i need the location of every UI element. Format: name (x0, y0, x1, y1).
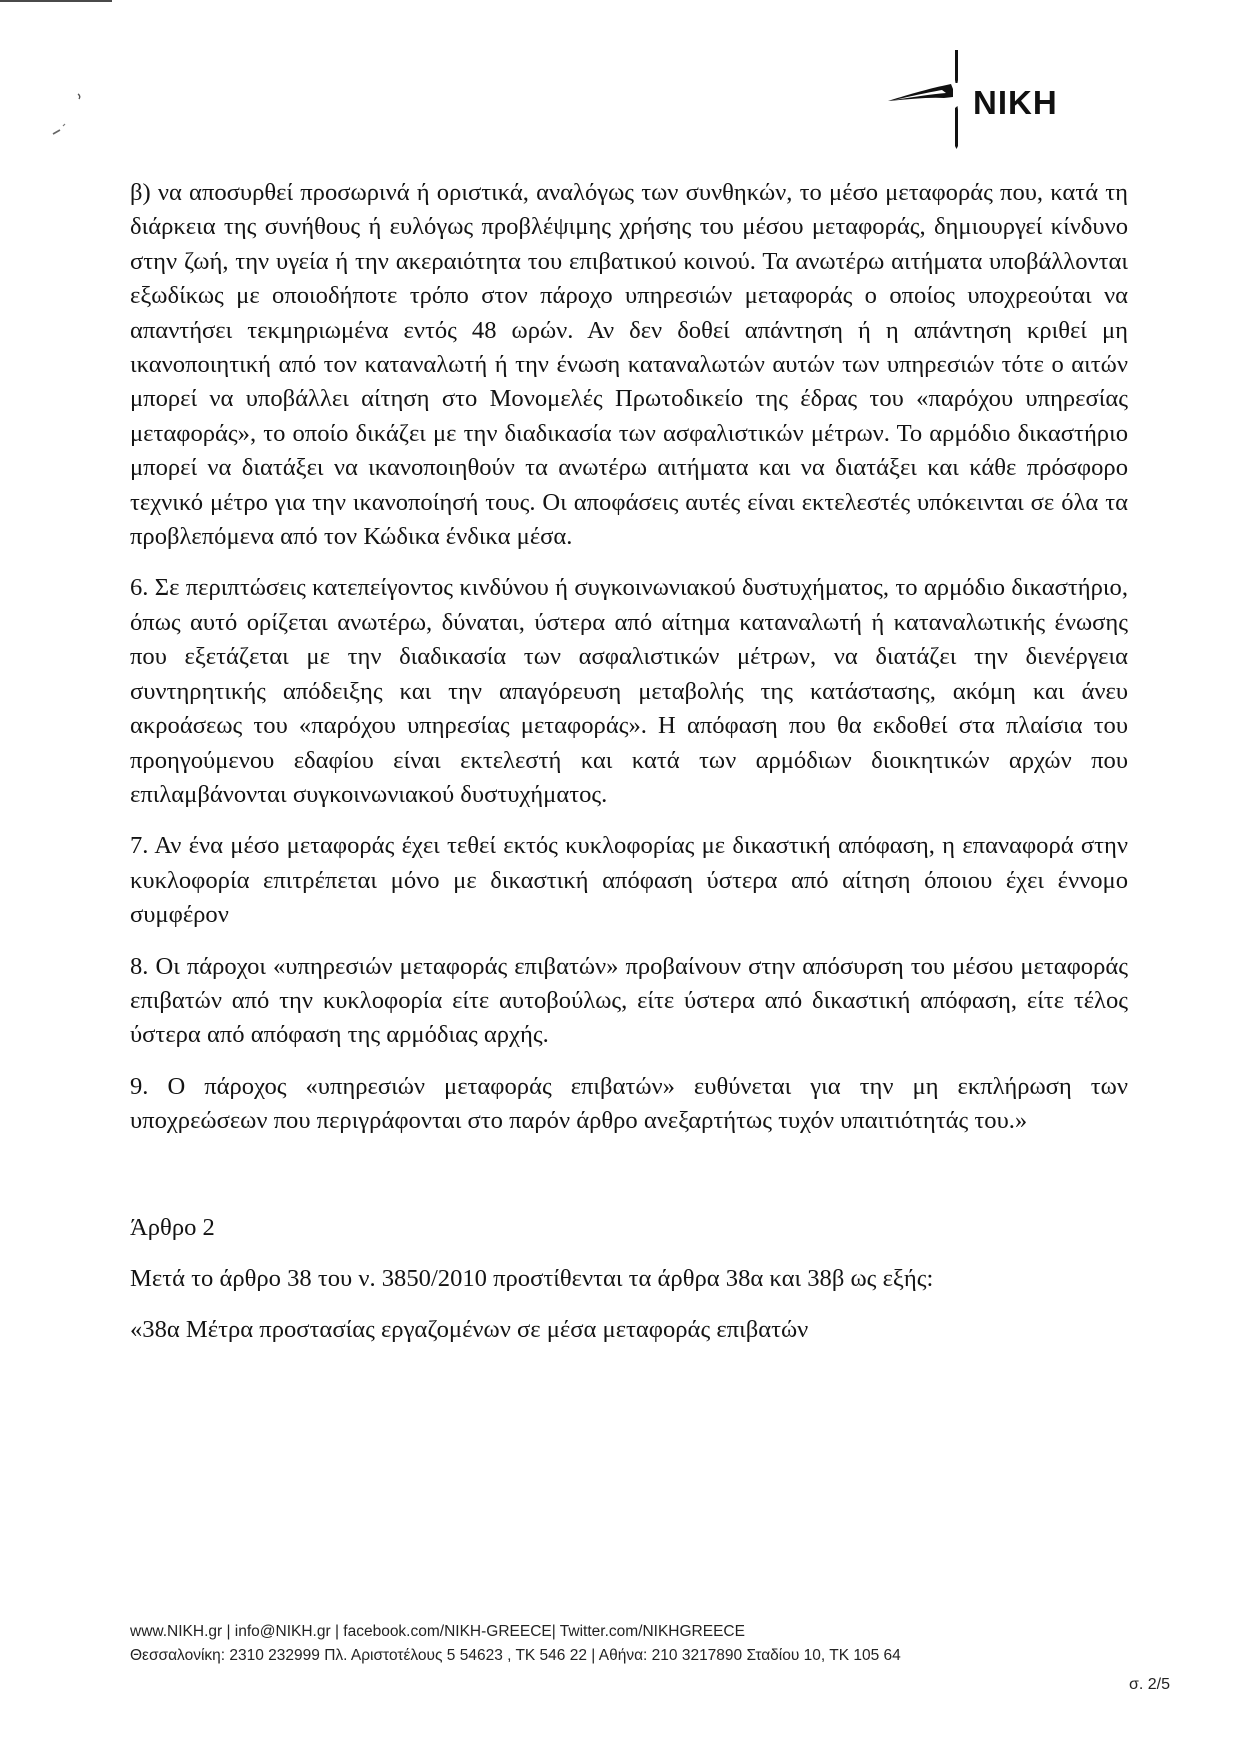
footer-contact-line: Θεσσαλονίκη: 2310 232999 Πλ. Αριστοτέλους 5 54623 , ΤΚ 546 22 | Αθήνα: 210 3217890 Σταδίου 10, ΤΚ 105 64 (130, 1647, 901, 1664)
paragraph-6: 6. Σε περιπτώσεις κατεπείγοντος κινδύνου ή συγκοινωνιακού δυστυχήματος, το αρμόδιο δικαστήριο, όπως αυτό ορίζεται ανωτέρω, δύναται, ύστερα από αίτημα καταναλωτή ή καταναλωτικής ένωσης που εξετάζεται με την διαδικασία των ασφαλιστικών μέτρων, να διατάζει την διενέργεια συντηρητικής απόδειξης και την απαγόρευση μεταβολής της κατάστασης, ακόμη και άνευ ακροάσεως του «παρόχου υπηρεσίας μεταφοράς». Η απόφαση που θα εκδοθεί στα πλαίσια του προηγούμενου εδαφίου είναι εκτελεστή και κατά των αρμόδιων διοικητικών αρχών που επιλαμβάνονται συγκοινωνιακού δυστυχήματος. (130, 574, 1128, 808)
paragraph-7: 7. Αν ένα μέσο μεταφοράς έχει τεθεί εκτός κυκλοφορίας με δικαστική απόφαση, η επαναφορά στην κυκλοφορία επιτρέπεται μόνο με δικαστική απόφαση ύστερα από αίτηση όποιου έχει έννομο συμφέρον (130, 832, 1128, 929)
article-subtitle: «38α Μέτρα προστασίας εργαζομένων σε μέσα μεταφοράς επιβατών (130, 1316, 809, 1344)
page-number: σ. 2/5 (1128, 1676, 1170, 1693)
nikh-logo-text: NIKH (973, 84, 1058, 121)
paragraph-8: 8. Οι πάροχοι «υπηρεσιών μεταφοράς επιβατών» προβαίνουν στην απόσυρση του μέσου μεταφοράς επιβατών από την κυκλοφορία είτε αυτοβούλως, είτε ύστερα από δικαστική απόφαση, είτε τέλος ύστερα από απόφαση της αρμόδιας αρχής. (130, 952, 1128, 1049)
article-intro: Μετά το άρθρο 38 του ν. 3850/2010 προστίθενται τα άρθρα 38α και 38β ως εξής: (130, 1264, 934, 1292)
nikh-logo (880, 50, 1100, 150)
document-body (130, 176, 1128, 1365)
scan-edge-line (0, 0, 112, 2)
paragraph-9: 9. Ο πάροχος «υπηρεσιών μεταφοράς επιβατών» ευθύνεται για την μη εκπλήρωση των υποχρεώσεων που περιγράφονται στο παρόν άρθρο ανεξαρτήτως τυχόν υπαιτιότητάς του.» (130, 1072, 1128, 1135)
paragraph-b: β) να αποσυρθεί προσωρινά ή οριστικά, αναλόγως των συνθηκών, το μέσο μεταφοράς που, κατά τη διάρκεια της συνήθους ή ευλόγως προβλέψιμης χρήσης του μέσου μεταφοράς, δημιουργεί κίνδυνο στην ζωή, την υγεία ή την ακεραιότητα του επιβατικού κοινού. Τα ανωτέρω αιτήματα υποβάλλονται εξωδίκως με οποιοδήποτε τρόπο στον πάροχο υπηρεσιών μεταφοράς ο οποίος υποχρεούται να απαντήσει τεκμηριωμένα εντός 48 ωρών. Αν δεν δοθεί απάντηση ή η απάντηση κριθεί μη ικανοποιητική από τον καταναλωτή ή την ένωση καταναλωτών αυτών των υπηρεσιών τότε ο αιτών μπορεί να υποβάλλει αίτηση στο Μονομελές Πρωτοδικείο της έδρας του «παρόχου υπηρεσίας μεταφοράς», το οποίο δικάζει με την διαδικασία των ασφαλιστικών μέτρων. Το αρμόδιο δικαστήριο μπορεί να διατάξει να ικανοποιηθούν τα ανωτέρω αιτήματα και να διατάξει και κάθε πρόσφορο τεχνικό μέτρο για την ικανοποίησή τους. Οι αποφάσεις αυτές είναι εκτελεστές υπόκεινται σε όλα τα προβλεπόμενα από τον Κώδικα ένδικα μέσα. (130, 179, 1128, 551)
page-footer (130, 1620, 1130, 1668)
footer-links-line: www.NIKH.gr | info@NIKH.gr | facebook.com/NIKH-GREECE| Twitter.com/NIKHGREECE (130, 1623, 745, 1640)
scan-specks (50, 90, 90, 140)
article-heading: Άρθρο 2 (130, 1213, 215, 1241)
